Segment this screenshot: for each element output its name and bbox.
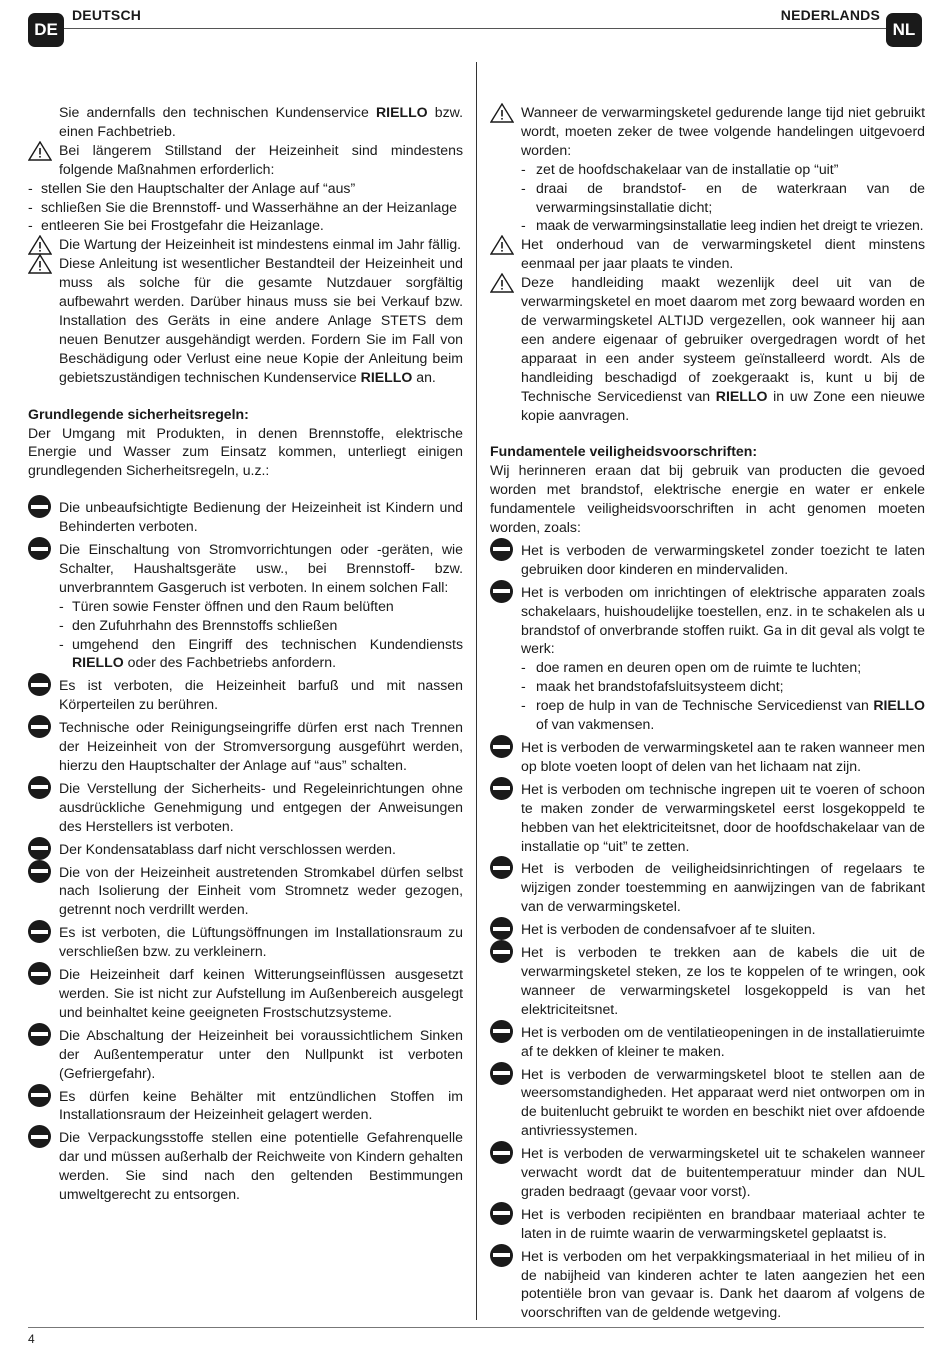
no-entry-icon [28, 1125, 51, 1148]
rule-item: Het is verboden om de ventilatieopeningen in de installatieruimte af te dekken of kleiner te maken. [490, 1023, 925, 1061]
list-item: - stellen Sie den Hauptschalter der Anlage auf “aus” [28, 179, 463, 198]
column-deutsch [28, 103, 463, 1204]
warning-triangle-icon [490, 273, 514, 293]
language-badge-nl: NL [886, 13, 922, 47]
no-entry-icon [490, 1202, 513, 1225]
no-entry-icon [28, 860, 51, 883]
section-heading: Grundlegende sicherheitsregeln: [28, 405, 249, 422]
no-entry-icon [490, 538, 513, 561]
rule-item: Het is verboden de veiligheidsinrichtingen of regelaars te wijzigen zonder toestemming en aanwijzingen van de fabrikant van de verwarmingsketel. [490, 859, 925, 916]
list-item: - entleeren Sie bei Frostgefahr die Heizanlage. [28, 216, 463, 235]
warning-triangle-icon [28, 141, 52, 161]
warning-text: Bei längerem Stillstand der Heizeinheit sind mindestens folgende Maßnahmen erforderlich: [59, 141, 463, 177]
list-item: - maak de verwarmingsinstallatie leeg indien het dreigt te vriezen. [521, 216, 925, 235]
rule-item: Die Heizeinheit darf keinen Witterungseinflüssen ausgesetzt werden. Sie ist nicht zur Aufstellung im Außenbereich ausgelegt und beinhaltet keine geeigneten Frostschutzsysteme. [28, 965, 463, 1022]
rule-item: Het is verboden om technische ingrepen uit te voeren of schoon te maken zonder de verwarmingsketel eerst losgekoppeld te hebben van het elektriciteitsnet, door de hoofdschakelaar van de installatie op “uit” te zetten. [490, 780, 925, 856]
warning-item [28, 254, 463, 386]
rule-item: Es ist verboten, die Heizeinheit barfuß und mit nassen Körperteilen zu berühren. [28, 676, 463, 714]
rule-item: Het is verboden recipiënten en brandbaar materiaal achter te laten in de ruimte waarin de verwarmingsketel geplaatst is. [490, 1205, 925, 1243]
list-item: - roep de hulp in van de Technische Servicedienst van RIELLO of van vakmensen. [521, 696, 925, 734]
no-entry-icon [490, 580, 513, 603]
rule-item: Technische oder Reinigungseingriffe dürfen erst nach Trennen der Heizeinheit von der Stromversorgung ausgeführt werden, hierzu den Hauptschalter der Anlage auf “aus” schalten. [28, 718, 463, 775]
list-item: - schließen Sie die Brennstoff- und Wasserhähne an der Heizanlage [28, 198, 463, 217]
warning-item [490, 273, 925, 424]
list-item: - doe ramen en deuren open om de ruimte te luchten; [521, 658, 925, 677]
rule-item: Het is verboden de verwarmingsketel bloot te stellen aan de weersomstandigheden. Het apparaat werd niet ontworpen om in de buitenlucht gebruikt te worden en beschikt niet over afdoende antivriessystemen. [490, 1065, 925, 1141]
no-entry-icon [490, 1020, 513, 1043]
no-entry-icon [28, 1084, 51, 1107]
no-entry-icon [28, 776, 51, 799]
no-entry-icon [490, 1141, 513, 1164]
no-entry-icon [490, 777, 513, 800]
rule-item: Het is verboden om het verpakkingsmateriaal in het milieu of in de nabijheid van kinderen achter te laten aangezien het een potentiële bron van gevaar is. Dank het daarom af volgens de voorschriften van de geldende wetgeving. [490, 1247, 925, 1323]
rule-item: Het is verboden te trekken aan de kabels die uit de verwarmingsketel steken, ze los te koppelen of te wringen, ook wanneer de verwarmingsketel losgekoppeld is van het elektriciteitsnet. [490, 943, 925, 1019]
warning-item [490, 103, 925, 235]
rule-item: Die Abschaltung der Heizeinheit bei voraussichtlichem Sinken der Außentemperatur unter den Nullpunkt ist verboten (Gefriergefahr). [28, 1026, 463, 1083]
warning-text: Wanneer de verwarmingsketel gedurende lange tijd niet gebruikt wordt, moeten zeker de twee volgende handelingen uitgevoerd worden: [521, 104, 925, 158]
language-badge-de: DE [28, 13, 64, 47]
no-entry-icon [490, 917, 513, 940]
list-item: - den Zufuhrhahn des Brennstoffs schließen [59, 616, 463, 635]
rule-item: Het is verboden de condensafvoer af te sluiten. [490, 920, 925, 939]
rule-item: Es ist verboten, die Lüftungsöffnungen im Installationsraum zu verschließen bzw. zu verkleinern. [28, 923, 463, 961]
no-entry-icon [28, 1023, 51, 1046]
header-divider [64, 28, 886, 29]
no-entry-icon [28, 920, 51, 943]
list-item: - draai de brandstof- en de waterkraan van de verwarmingsinstallatie dicht; [521, 179, 925, 217]
rule-item: Het is verboden om inrichtingen of elektrische apparaten zoals schakelaars, huishoudelijke toestellen, enz. in te schakelen als u brandstof of onverbrande stoffen ruikt. Ga in dit geval als volgt te werk: - doe ramen en deuren open om de ruimte te luchten; - maak het brandstofafsluitsysteem dicht; - roep de hulp in van de Technische Servicedienst van RIELLO of van vakmensen. [490, 583, 925, 734]
rule-item: Het is verboden de verwarmingsketel zonder toezicht te laten gebruiken door kinderen en mindervaliden. [490, 541, 925, 579]
section-intro: Wij herinneren eraan dat bij gebruik van producten die gevoed worden met brandstof, elektrische energie en water er enkele fundamentele veiligheidsvoorschriften in acht genomen moeten worden, zoals: [490, 462, 925, 536]
rule-item: Die von der Heizeinheit austretenden Stromkabel dürfen selbst nach Isolierung der Einheit vom Stromnetz weder gezogen, getrennt noch verdrillt werden. [28, 863, 463, 920]
warning-text: Die Wartung der Heizeinheit ist mindestens einmal im Jahr fällig. [59, 236, 462, 253]
no-entry-icon [490, 940, 513, 963]
column-nederlands [490, 103, 925, 1322]
no-entry-icon [490, 856, 513, 879]
warning-triangle-icon [490, 103, 514, 123]
rule-item: Het is verboden de verwarmingsketel uit te schakelen wanneer verwacht wordt dat de buitentemperatuur minder dan NUL graden bedraagt (gevaar voor vorst). [490, 1144, 925, 1201]
rule-item: Die Einschaltung von Stromvorrichtungen oder -geräten, wie Schalter, Haushaltsgeräte usw., bei Brennstoff- bzw. unverbranntem Gasgeruch ist verboten. In einem solchen Fall: - Türen sowie Fenster öffnen und den Raum belüften - den Zufuhrhahn des Brennstoffs schließen - umgehend den Eingriff des technischen Kundendiensts RIELLO oder des Fachbetriebs anfordern. [28, 540, 463, 672]
rule-item: Het is verboden de verwarmingsketel aan te raken wanneer men op blote voeten loopt of delen van het lichaam nat zijn. [490, 738, 925, 776]
language-label-de: DEUTSCH [72, 7, 142, 23]
no-entry-icon [28, 537, 51, 560]
list-item: - Türen sowie Fenster öffnen und den Raum belüften [59, 597, 463, 616]
no-entry-icon [28, 837, 51, 860]
warning-text: Deze handleiding maakt wezenlijk deel uit van de verwarmingsketel en moet daarom met zorg bewaard worden en de verwarmingsketel ALTIJD vergezellen, ook wanneer hij aan een andere eigenaar of gebruiker overgedragen wordt of het apparaat in een ander systeem geïnstalleerd wordt. Als de handleiding beschadigd of zoekgeraakt is, kunt u bij de Technische Servicedienst van RIELLO in uw Zone een nieuwe kopie aanvragen. [521, 274, 925, 423]
column-divider [476, 62, 477, 1320]
warning-item [490, 235, 925, 273]
no-entry-icon [28, 495, 51, 518]
rule-item: Es dürfen keine Behälter mit entzündlichen Stoffen im Installationsraum der Heizeinheit gelagert werden. [28, 1087, 463, 1125]
rule-item: Die Verpackungsstoffe stellen eine potentielle Gefahrenquelle dar und müssen außerhalb der Reichweite von Kindern gehalten werden. Sie sind nach den geltenden Bestimmungen umweltgerecht zu entsorgen. [28, 1128, 463, 1204]
warning-triangle-icon [490, 235, 514, 255]
no-entry-icon [28, 962, 51, 985]
list-item: - umgehend den Eingriff des technischen Kundendiensts RIELLO oder des Fachbetriebs anfordern. [59, 635, 463, 673]
rule-item: Der Kondensatablass darf nicht verschlossen werden. [28, 840, 463, 859]
rule-item: Die unbeaufsichtigte Bedienung der Heizeinheit ist Kindern und Behinderten verboten. [28, 498, 463, 536]
warning-item [28, 141, 463, 236]
list-item: - zet de hoofdschakelaar van de installatie op “uit” [521, 160, 925, 179]
warning-text: Het onderhoud van de verwarmingsketel dient minstens eenmaal per jaar plaats te vinden. [521, 236, 925, 272]
no-entry-icon [490, 1244, 513, 1267]
language-label-nl: NEDERLANDS [780, 7, 880, 23]
intro-continuation: Sie andernfalls den technischen Kundenservice RIELLO bzw. einen Fachbetrieb. [59, 104, 463, 139]
warning-triangle-icon [28, 254, 52, 274]
no-entry-icon [490, 1062, 513, 1085]
no-entry-icon [490, 735, 513, 758]
list-item: - maak het brandstofafsluitsysteem dicht; [521, 677, 925, 696]
warning-item [28, 235, 463, 254]
page-number: 4 [28, 1332, 35, 1346]
footer-divider [28, 1327, 924, 1328]
no-entry-icon [28, 673, 51, 696]
no-entry-icon [28, 715, 51, 738]
section-intro: Der Umgang mit Produkten, in denen Brennstoffe, elektrische Energie und Wasser zum Einsatz kommen, unterliegt einigen grundlegenden Sicherheitsregeln, u.z.: [28, 424, 463, 479]
section-heading: Fundamentele veiligheidsvoorschriften: [490, 443, 758, 460]
warning-triangle-icon [28, 235, 52, 255]
rule-item: Die Verstellung der Sicherheits- und Regeleinrichtungen ohne ausdrückliche Genehmigung und entgegen der Anweisungen des Herstellers ist verboten. [28, 779, 463, 836]
warning-text: Diese Anleitung ist wesentlicher Bestandteil der Heizeinheit und muss als solche für die gesamte Nutzdauer sorgfältig aufbewahrt werden. Darüber hinaus muss sie bei Verkauf bzw. Installation des Geräts in eine andere Anlage STETS dem neuen Benutzer ausgehändigt werden. Fordern Sie im Fall von Beschädigung oder Verlust eine neue Kopie der Anleitung beim gebietszuständigen technischen Kundenservice RIELLO an. [59, 255, 463, 385]
